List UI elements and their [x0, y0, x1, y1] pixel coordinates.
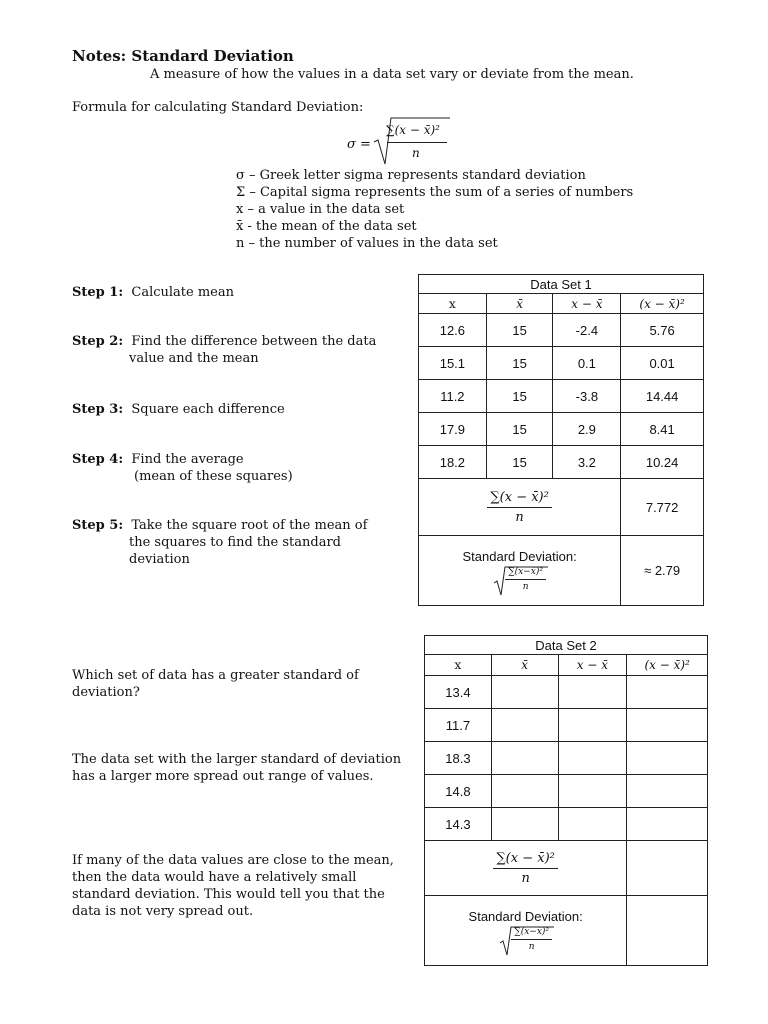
table-row: [425, 742, 708, 775]
sd-denominator: n: [528, 942, 535, 952]
cell-difference: -2.4: [553, 314, 621, 347]
cell-mean: 15: [486, 314, 553, 347]
cell-x: 17.9: [419, 413, 487, 446]
variance-value[interactable]: [627, 841, 708, 896]
cell-squared: 0.01: [621, 347, 704, 380]
definition-sigma: σ – Greek letter sigma represents standard deviation: [236, 168, 586, 183]
cell-difference[interactable]: [558, 808, 627, 841]
cell-x: 15.1: [419, 347, 487, 380]
cell-squared[interactable]: [627, 775, 708, 808]
column-header-difference: x − x̄: [558, 655, 627, 676]
step-2: [72, 333, 376, 367]
cell-difference: 2.9: [553, 413, 621, 446]
formula-lhs: σ =: [347, 137, 371, 152]
variance-value: 7.772: [621, 479, 704, 536]
step-text-continued: the squares to find the standard: [129, 535, 341, 550]
cell-mean: 15: [486, 347, 553, 380]
sd-formula: [493, 567, 546, 592]
step-text-continued: (mean of these squares): [134, 469, 293, 484]
cell-squared[interactable]: [627, 676, 708, 709]
cell-squared[interactable]: [627, 709, 708, 742]
table-row: [419, 413, 704, 446]
sqrt-sign-icon: [493, 566, 549, 596]
subtitle: A measure of how the values in a data set vary or deviate from the mean.: [150, 67, 634, 82]
step-text-continued: value and the mean: [129, 351, 259, 366]
variance-formula-cell: [419, 479, 621, 536]
cell-mean[interactable]: [491, 742, 558, 775]
variance-denominator: n: [515, 509, 524, 525]
step-text: Find the average: [131, 452, 244, 467]
cell-difference[interactable]: [558, 709, 627, 742]
step-text-continued: deviation: [129, 552, 190, 567]
variance-row: [425, 841, 708, 896]
column-header-mean: x̄: [491, 655, 558, 676]
cell-x: 14.8: [425, 775, 492, 808]
page-title: Notes: Standard Deviation: [72, 47, 294, 65]
variance-numerator: ∑(x − x̄)²: [487, 490, 551, 508]
table-row: [425, 808, 708, 841]
formula-label: Formula for calculating Standard Deviation:: [72, 100, 364, 115]
definition-x: x – a value in the data set: [236, 202, 405, 217]
sd-row: [425, 896, 708, 966]
table-row: [425, 775, 708, 808]
cell-x: 12.6: [419, 314, 487, 347]
data-set-2-table: [424, 635, 708, 966]
table-row: [419, 446, 704, 479]
definition-capital-sigma: Σ – Capital sigma represents the sum of a series of numbers: [236, 185, 634, 200]
step-1: [72, 284, 234, 301]
definition-x-bar: x̄ - the mean of the data set: [236, 219, 417, 234]
sd-value[interactable]: [627, 896, 708, 966]
step-3: [72, 401, 285, 418]
step-text: Take the square root of the mean of: [131, 518, 368, 533]
cell-mean[interactable]: [491, 775, 558, 808]
cell-x: 11.2: [419, 380, 487, 413]
question-greater-sd: Which set of data has a greater standard of deviation?: [72, 668, 359, 700]
cell-mean: 15: [486, 446, 553, 479]
cell-squared[interactable]: [627, 808, 708, 841]
step-4: [72, 451, 293, 485]
variance-fraction: [493, 851, 557, 886]
column-header-squared: (x − x̄)²: [627, 655, 708, 676]
cell-difference: 0.1: [553, 347, 621, 380]
cell-squared[interactable]: [627, 742, 708, 775]
cell-difference[interactable]: [558, 676, 627, 709]
variance-numerator: ∑(x − x̄)²: [493, 851, 557, 869]
table-row: [425, 709, 708, 742]
cell-difference: -3.8: [553, 380, 621, 413]
step-label: Step 3:: [72, 402, 124, 417]
column-header-squared: (x − x̄)²: [621, 294, 704, 314]
cell-x: 14.3: [425, 808, 492, 841]
step-label: Step 1:: [72, 285, 124, 300]
step-label: Step 5:: [72, 518, 124, 533]
sd-numerator: ∑(x−x̄)²: [505, 567, 546, 580]
cell-difference: 3.2: [553, 446, 621, 479]
formula-numerator: ∑(x − x̄)²: [386, 123, 440, 137]
data-set-1-table: [418, 274, 704, 606]
table-title: Data Set 2: [425, 636, 708, 655]
cell-difference[interactable]: [558, 775, 627, 808]
step-label: Step 4:: [72, 452, 124, 467]
sd-formula-cell: [425, 896, 627, 966]
cell-mean: 15: [486, 413, 553, 446]
column-header-x: x: [419, 294, 487, 314]
variance-fraction: [487, 490, 551, 525]
cell-squared: 8.41: [621, 413, 704, 446]
table-row: [419, 314, 704, 347]
variance-denominator: n: [521, 870, 530, 886]
table-row: [419, 347, 704, 380]
cell-x: 18.2: [419, 446, 487, 479]
cell-x: 18.3: [425, 742, 492, 775]
definition-n: n – the number of values in the data set: [236, 236, 498, 251]
step-label: Step 2:: [72, 334, 124, 349]
cell-squared: 14.44: [621, 380, 704, 413]
note-larger-sd: The data set with the larger standard of deviation has a larger more spread out range of values.: [72, 752, 402, 784]
table-row: [425, 676, 708, 709]
column-header-x: x: [425, 655, 492, 676]
variance-row: [419, 479, 704, 536]
column-header-difference: x − x̄: [553, 294, 621, 314]
formula-denominator: n: [412, 146, 420, 160]
column-header-mean: x̄: [486, 294, 553, 314]
note-small-sd: If many of the data values are close to the mean, then the data would have a relatively small standard deviation. This would tell you that the data is not very spread out.: [72, 853, 394, 919]
step-text: Square each difference: [131, 402, 285, 417]
sqrt-sign-icon: [499, 926, 555, 956]
sd-value: ≈ 2.79: [621, 536, 704, 606]
cell-squared: 10.24: [621, 446, 704, 479]
sd-denominator: n: [522, 582, 529, 592]
sd-label: Standard Deviation:: [468, 909, 583, 924]
table-row: [419, 380, 704, 413]
sd-row: [419, 536, 704, 606]
cell-mean[interactable]: [491, 808, 558, 841]
sd-label: Standard Deviation:: [462, 549, 577, 564]
cell-mean: 15: [486, 380, 553, 413]
step-text: Calculate mean: [131, 285, 235, 300]
cell-mean[interactable]: [491, 676, 558, 709]
cell-mean[interactable]: [491, 709, 558, 742]
sd-numerator: ∑(x−x̄)²: [511, 927, 552, 940]
cell-difference[interactable]: [558, 742, 627, 775]
formula-fraction-bar: [387, 142, 447, 143]
cell-squared: 5.76: [621, 314, 704, 347]
table-title: Data Set 1: [419, 275, 704, 294]
sd-formula-cell: [419, 536, 621, 606]
sd-formula: [499, 927, 552, 952]
cell-x: 11.7: [425, 709, 492, 742]
cell-x: 13.4: [425, 676, 492, 709]
step-text: Find the difference between the data: [131, 334, 377, 349]
variance-formula-cell: [425, 841, 627, 896]
step-5: [72, 517, 367, 568]
definition-list: [236, 167, 633, 252]
